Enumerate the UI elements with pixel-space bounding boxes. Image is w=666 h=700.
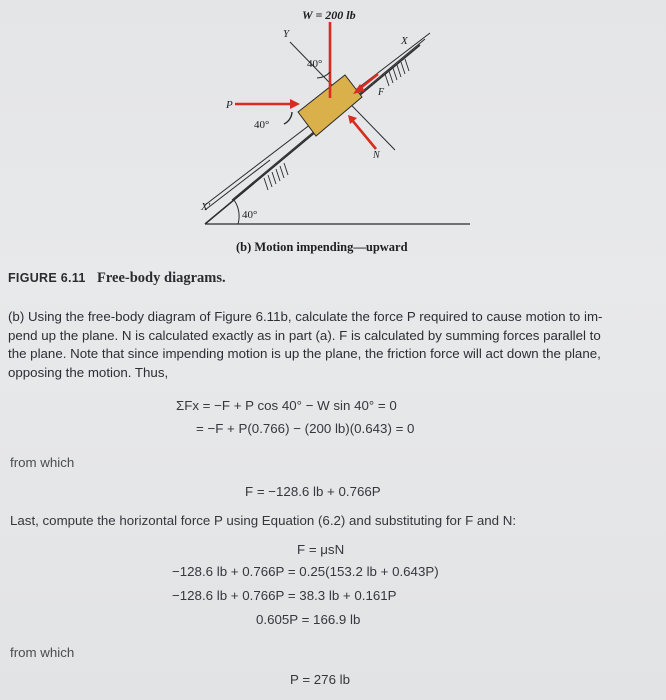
angle-arc-bottom [234, 200, 239, 224]
figure-caption [8, 270, 226, 287]
plane-hatching [264, 59, 409, 190]
weight-label: W = 200 lb [302, 8, 356, 22]
equation-sum-fx-2: = −F + P(0.766) − (200 lb)(0.643) = 0 [196, 421, 415, 436]
incline-line-3 [205, 160, 270, 210]
f-label: F [378, 87, 385, 98]
equation-f: F = −128.6 lb + 0.766P [245, 484, 381, 499]
equation-friction: F = μsN [297, 542, 345, 557]
y-axis-label: Y [283, 28, 290, 40]
from-which-1: from which [10, 455, 75, 470]
paragraph-line: (b) Using the free-body diagram of Figure 6.11b, calculate the force P required to cause motion to im- [8, 309, 603, 324]
incline-line [205, 45, 420, 224]
angle-label-left: 40° [254, 119, 270, 131]
angle-arc-top [317, 72, 330, 78]
body-paragraph [8, 308, 658, 382]
paragraph-line: the plane. Note that since impending motion is up the plane, the friction force will act down the plane, [8, 346, 601, 361]
angle-label-top: 40° [307, 58, 323, 70]
x-axis-label-bottom: X' [201, 201, 211, 213]
equation-sub-3: 0.605P = 166.9 lb [256, 612, 361, 627]
last-compute-text: Last, compute the horizontal force P using Equation (6.2) and substituting for F and N: [10, 513, 517, 528]
paragraph-line: opposing the motion. Thus, [8, 364, 169, 380]
equation-sub-1: −128.6 lb + 0.766P = 0.25(153.2 lb + 0.643P) [172, 564, 439, 579]
x-axis-label-top: X [401, 35, 408, 47]
angle-label-bottom: 40° [242, 209, 258, 221]
p-label: P [226, 99, 233, 111]
figure-label: FIGURE 6.11 [8, 271, 86, 285]
equation-sub-2: −128.6 lb + 0.766P = 38.3 lb + 0.161P [172, 588, 397, 603]
p-arrowhead [290, 99, 300, 109]
paragraph-line: pend up the plane. N is calculated exactly as in part (a). F is calculated by summing forces parallel to [8, 327, 601, 343]
equation-result: P = 276 lb [290, 672, 351, 687]
n-arrow [352, 120, 376, 149]
angle-arc-left [284, 112, 292, 124]
figure-subcaption: (b) Motion impending—upward [236, 240, 408, 254]
figure-title: Free-body diagrams. [97, 270, 226, 286]
equation-sum-fx-1: ΣFx = −F + P cos 40° − W sin 40° = 0 [176, 398, 397, 413]
n-label: N [373, 150, 380, 161]
from-which-2: from which [10, 645, 75, 660]
free-body-diagram [0, 0, 666, 265]
